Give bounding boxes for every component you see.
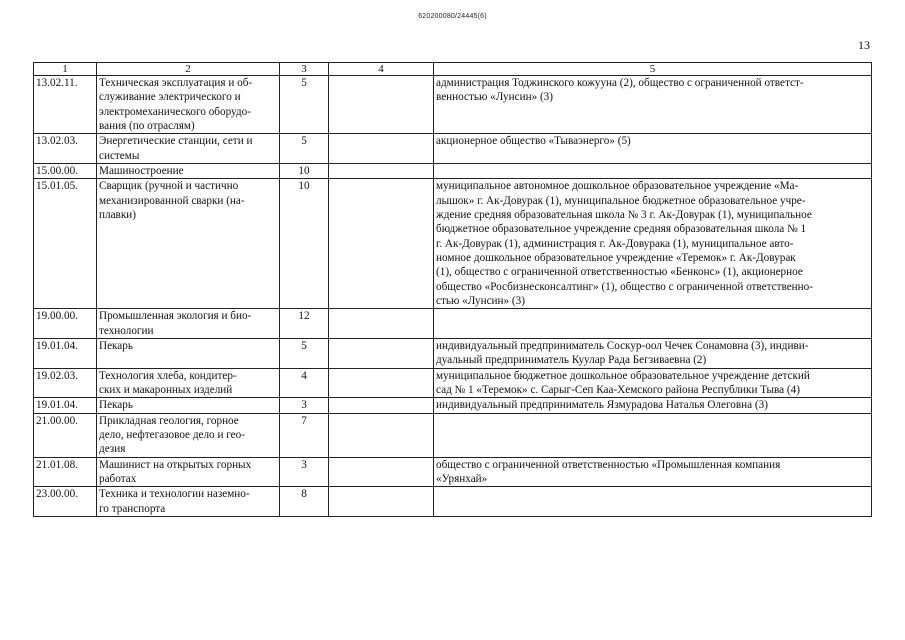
specialty-code-cell <box>34 76 97 134</box>
specialty-code-cell-text: 15.01.05. <box>36 180 78 193</box>
table-row <box>34 487 872 517</box>
quota-count-cell <box>280 457 329 487</box>
specialty-name-cell-text: Машиностроение <box>99 164 184 177</box>
specialty-name-cell <box>97 179 280 309</box>
specialty-code-cell <box>34 368 97 398</box>
quota-count-cell-text: 5 <box>301 339 307 352</box>
organizations-cell-text: индивидуальный предприниматель Соскур-оол Чечек Сонамовна (3), индиви- дуальный предприниматель Куулар Рада Бегзиваевна (2) <box>436 339 809 367</box>
quota-count-cell-text: 10 <box>298 164 310 177</box>
quota-count-cell <box>280 413 329 457</box>
specialty-name-cell-text: Техническая эксплуатация и об- служивание электрического и электромеханического оборудо- вания (по отраслям) <box>99 77 253 132</box>
organizations-cell <box>434 179 872 309</box>
specialty-code-cell-text: 13.02.11. <box>36 77 78 89</box>
specialty-code-cell-text: 13.02.03. <box>36 135 78 148</box>
quota-count-cell <box>280 368 329 398</box>
specialty-code-cell <box>34 398 97 413</box>
organizations-cell <box>434 163 872 178</box>
allocation-table <box>33 62 872 517</box>
table-row <box>34 134 872 164</box>
column-4-cell <box>329 309 434 339</box>
table-row <box>34 76 872 134</box>
specialty-name-cell-text: Промышленная экология и био- технологии <box>99 310 252 337</box>
column-4-cell <box>329 338 434 368</box>
quota-count-cell <box>280 487 329 517</box>
specialty-name-cell <box>97 76 280 134</box>
quota-count-cell <box>280 179 329 309</box>
organizations-cell <box>434 457 872 487</box>
quota-count-cell-text: 7 <box>301 414 307 427</box>
column-4-cell <box>329 368 434 398</box>
specialty-name-cell-text: Машинист на открытых горных работах <box>99 458 252 485</box>
table-row <box>34 398 872 413</box>
organizations-cell <box>434 368 872 398</box>
table-row <box>34 457 872 487</box>
organizations-cell-text: акционерное общество «Тываэнерго» (5) <box>436 135 631 148</box>
column-number-3: 3 <box>280 63 329 76</box>
specialty-code-cell-text: 15.00.00. <box>36 164 78 177</box>
column-4-cell <box>329 398 434 413</box>
specialty-code-cell-text: 21.00.00. <box>36 414 78 427</box>
column-number-1: 1 <box>34 63 97 76</box>
specialty-name-cell <box>97 134 280 164</box>
specialty-name-cell <box>97 413 280 457</box>
specialty-name-cell-text: Сварщик (ручной и частично механизированной сварки (на- плавки) <box>99 180 245 221</box>
quota-count-cell <box>280 163 329 178</box>
organizations-cell-text: индивидуальный предприниматель Язмурадова Наталья Олеговна (3) <box>436 399 768 412</box>
specialty-name-cell <box>97 457 280 487</box>
specialty-code-cell-text: 19.01.04. <box>36 399 78 412</box>
specialty-name-cell <box>97 487 280 517</box>
quota-count-cell-text: 4 <box>301 369 307 382</box>
quota-count-cell-text: 12 <box>298 310 310 323</box>
quota-count-cell-text: 8 <box>301 488 307 501</box>
column-number-4: 4 <box>329 63 434 76</box>
specialty-name-cell-text: Технология хлеба, кондитер- ских и макаронных изделий <box>99 369 237 396</box>
specialty-name-cell <box>97 309 280 339</box>
organizations-cell <box>434 487 872 517</box>
specialty-code-cell <box>34 457 97 487</box>
specialty-code-cell-text: 19.00.00. <box>36 310 78 323</box>
specialty-name-cell-text: Энергетические станции, сети и системы <box>99 135 253 162</box>
specialty-code-cell <box>34 487 97 517</box>
column-4-cell <box>329 163 434 178</box>
specialty-name-cell <box>97 338 280 368</box>
organizations-cell <box>434 134 872 164</box>
table-row <box>34 309 872 339</box>
specialty-code-cell <box>34 134 97 164</box>
specialty-code-cell-text: 23.00.00. <box>36 488 78 501</box>
column-number-row <box>34 63 872 76</box>
column-number-5: 5 <box>434 63 872 76</box>
organizations-cell <box>434 398 872 413</box>
specialty-name-cell <box>97 368 280 398</box>
table-row <box>34 368 872 398</box>
organizations-cell-text: общество с ограниченной ответственностью «Промышленная компания «Урянхай» <box>436 458 781 485</box>
organizations-cell-text: администрация Тоджинского кожууна (2), общество с ограниченной ответст- венностью «Лунсин» (3) <box>436 77 804 104</box>
specialty-name-cell-text: Техника и технологии наземно- го транспорта <box>99 488 250 515</box>
quota-count-cell-text: 3 <box>301 399 307 412</box>
specialty-code-cell <box>34 179 97 309</box>
quota-count-cell <box>280 134 329 164</box>
column-4-cell <box>329 76 434 134</box>
column-number-2: 2 <box>97 63 280 76</box>
document-id: 620200080/24445(6) <box>418 13 487 20</box>
column-4-cell <box>329 487 434 517</box>
quota-count-cell <box>280 398 329 413</box>
table-row <box>34 338 872 368</box>
column-4-cell <box>329 134 434 164</box>
specialty-code-cell <box>34 163 97 178</box>
specialty-name-cell-text: Пекарь <box>99 399 133 412</box>
specialty-code-cell <box>34 338 97 368</box>
specialty-code-cell-text: 19.02.03. <box>36 369 78 382</box>
specialty-code-cell <box>34 309 97 339</box>
specialty-name-cell-text: Прикладная геология, горное дело, нефтегазовое дело и гео- дезия <box>99 414 245 456</box>
organizations-cell <box>434 413 872 457</box>
table-row <box>34 179 872 309</box>
quota-count-cell <box>280 309 329 339</box>
table-row <box>34 163 872 178</box>
column-4-cell <box>329 413 434 457</box>
table-body <box>34 63 872 517</box>
organizations-cell <box>434 309 872 339</box>
page-number: 13 <box>858 38 870 52</box>
quota-count-cell-text: 10 <box>298 180 310 193</box>
quota-count-cell-text: 5 <box>301 77 307 89</box>
specialty-name-cell <box>97 398 280 413</box>
quota-count-cell-text: 3 <box>301 458 307 471</box>
organizations-cell-text: муниципальное бюджетное дошкольное образовательное учреждение детский сад № 1 «Теремок» с. Сарыг-Сеп Каа-Хемского района Республики Тыва (4) <box>436 369 810 396</box>
specialty-name-cell <box>97 163 280 178</box>
organizations-cell <box>434 338 872 368</box>
specialty-code-cell <box>34 413 97 457</box>
organizations-cell <box>434 76 872 134</box>
specialty-code-cell-text: 19.01.04. <box>36 339 78 352</box>
column-4-cell <box>329 457 434 487</box>
specialty-name-cell-text: Пекарь <box>99 339 133 352</box>
organizations-cell-text: муниципальное автономное дошкольное образовательное учреждение «Ма- лышок» г. Ак-Довурак (1), муниципальное бюджетное образовательное учре- ждение средняя образовательная школа № 3 г. Ак-Довурак (1), муниципальное бюджетное образовательное учреждение средняя образовательная школа № 1 г. Ак-Довурак (1), администрация г. Ак-Довурака (1), муниципальное авто- номное дошкольное образовательное учреждение «Теремок» г. Ак-Довурак (1), общество с ограниченной ответственностью «Бенконс» (1), акционерное общество «Росбизнесконсалтинг» (1), общество с ограниченной ответственно- стью «Лунсин» (3) <box>436 180 813 307</box>
quota-count-cell-text: 5 <box>301 135 307 148</box>
specialty-code-cell-text: 21.01.08. <box>36 458 78 471</box>
quota-count-cell <box>280 76 329 134</box>
table-row <box>34 413 872 457</box>
quota-count-cell <box>280 338 329 368</box>
column-4-cell <box>329 179 434 309</box>
